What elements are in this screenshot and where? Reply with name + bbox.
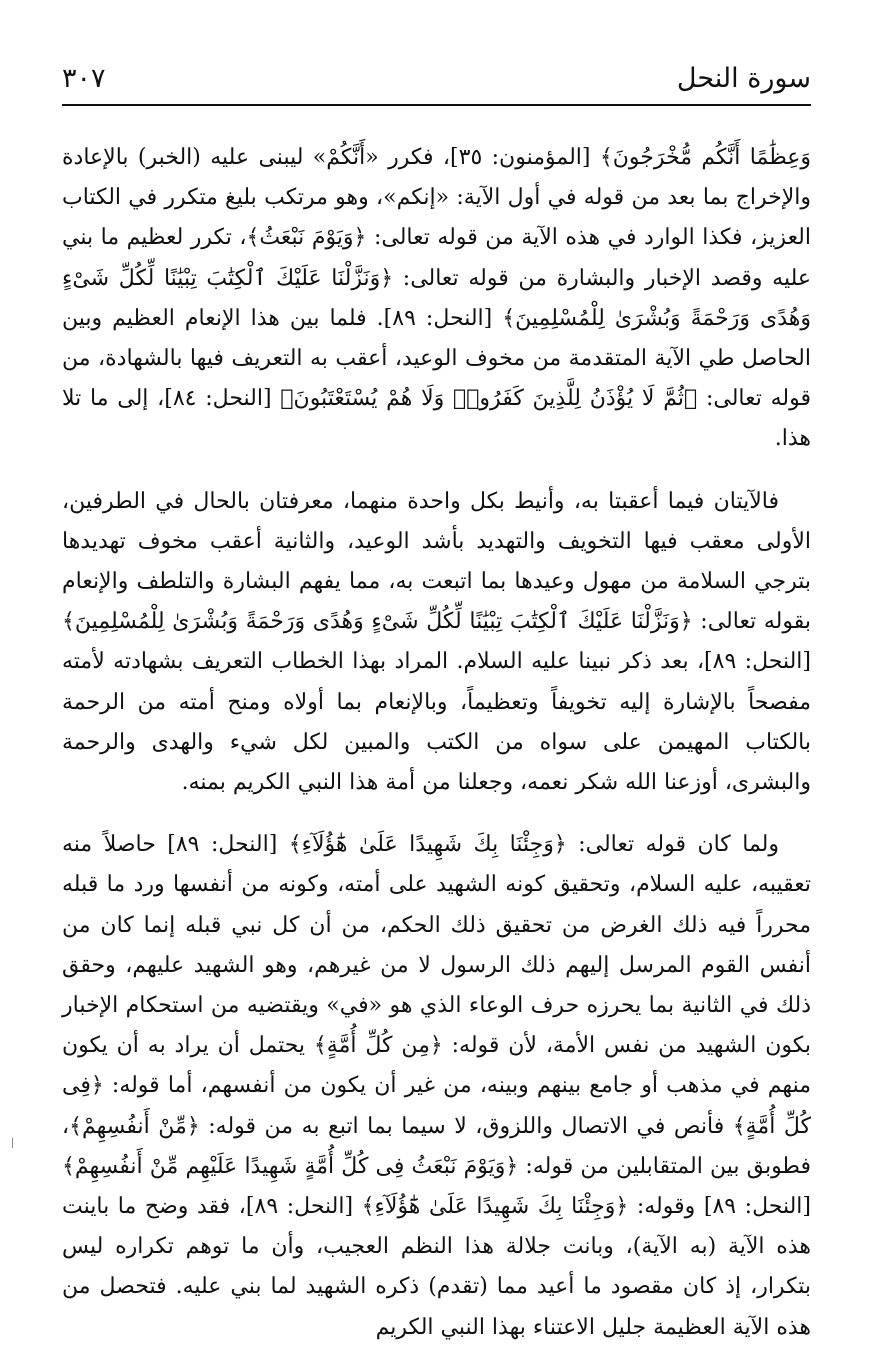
header-divider: [62, 104, 811, 106]
paragraph-2: فالآيتان فيما أعقبتا به، وأنيط بكل واحدة منهما، معرفتان بالحال في الطرفين، الأولى معقب فيها التخويف والتهديد بأشد الوعيد، والثانية أعقب مخوف تهديدها بترجي السلامة من مهول وعيدها بما اتبعت به، مما يفهم البشارة والتلطف والإنعام بقوله تعالى: ﴿وَنَزَّلْنَا عَلَيْكَ ٱلْكِتَٰبَ تِبْيَٰنًا لِّكُلِّ شَىْءٍ وَهُدًى وَرَحْمَةً وَبُشْرَىٰ لِلْمُسْلِمِينَ﴾ [النحل: ٨٩]، بعد ذكر نبينا عليه السلام. المراد بهذا الخطاب التعريف بشهادته لأمته مفصحاً بالإشارة إليه تخويفاً وتعظيماً، وبالإنعام بما أولاه ومنح أمته من الرحمة بالكتاب المهيمن على سواه من الكتب والمبين لكل شيء والهدى والرحمة والبشرى، أوزعنا الله شكر نعمه، وجعلنا من أمة هذا النبي الكريم بمنه.: [62, 488, 811, 796]
paragraph-3: ولما كان قوله تعالى: ﴿وَجِئْنَا بِكَ شَهِيدًا عَلَىٰ هَٰٓؤُلَآءِ﴾ [النحل: ٨٩] حاصلاً منه تعقيبه، عليه السلام، وتحقيق كونه الشهيد على أمته، وكونه من أنفسها ورد ما قبله محرراً فيه ذلك الغرض من تحقيق ذلك الحكم، من أن كل نبي قبله إنما كان من أنفس القوم المرسل إليهم ذلك الرسول لا من غيرهم، وهو الشهيد عليهم، وحقق ذلك في الثانية بما يحرزه حرف الوعاء الذي هو «في» ويقتضيه من استحكام الإخبار بكون الشهيد من نفس الأمة، لأن قوله: ﴿مِن كُلِّ أُمَّةٍ﴾ يحتمل أن يراد به أن يكون منهم في مذهب أو جامع بينهم وبينه، من غير أن يكون من أنفسهم، أما قوله: ﴿فِى كُلِّ أُمَّةٍ﴾ فأنص في الاتصال واللزوق، لا سيما بما اتبع به من قوله: ﴿مِّنْ أَنفُسِهِمْ﴾، فطوبق بين المتقابلين من قوله: ﴿وَيَوْمَ نَبْعَثُ فِى كُلِّ أُمَّةٍ شَهِيدًا عَلَيْهِم مِّنْ أَنفُسِهِمْ﴾ [النحل: ٨٩] وقوله: ﴿وَجِئْنَا بِكَ شَهِيدًا عَلَىٰ هَٰٓؤُلَآءِ﴾ [النحل: ٨٩]، فقد وضح ما باينت هذه الآية (به الآية)، وبانت جلالة هذا النظم العجيب، وأن ما توهم تكراره ليس بتكرار، إذ كان مقصود ما أعيد مما (تقدم) ذكره الشهيد لما بني عليه. فتحصل من هذه الآية العظيمة جليل الاعتناء بهذا النبي الكريم: [62, 832, 811, 1340]
surah-title: سورة النحل: [676, 63, 811, 94]
page-header: [62, 56, 811, 100]
paragraph-1: وَعِظَٰمًا أَنَّكُم مُّخْرَجُونَ﴾ [المؤمنون: ٣٥]، فكرر «أَنَّكُمْ» ليبنى عليه (الخبر) بالإعادة والإخراج بما بعد من قوله في أول الآية: «إنكم»، وهو مرتكب بليغ متكرر في الكتاب العزيز، فكذا الوارد في هذه الآية من قوله تعالى: ﴿وَيَوْمَ نَبْعَثُ﴾، تكرر لعظيم ما بني عليه وقصد الإخبار والبشارة من قوله تعالى: ﴿وَنَزَّلْنَا عَلَيْكَ ٱلْكِتَٰبَ تِبْيَٰنًا لِّكُلِّ شَىْءٍ وَهُدًى وَرَحْمَةً وَبُشْرَىٰ لِلْمُسْلِمِينَ﴾ [النحل: ٨٩]. فلما بين هذا الإنعام العظيم وبين الحاصل طي الآية المتقدمة من مخوف الوعيد، أعقب به التعريف فيها بالشهادة، من قوله تعالى: ﴿ثُمَّ لَا يُؤْذَنُ لِلَّذِينَ كَفَرُوا۟ وَلَا هُمْ يُسْتَعْتَبُونَ﴾ [النحل: ٨٤]، إلى ما تلا هذا.: [62, 145, 811, 452]
page-body: [62, 138, 811, 1348]
margin-mark: [12, 1138, 13, 1148]
page-number: ٣٠٧: [62, 63, 106, 94]
